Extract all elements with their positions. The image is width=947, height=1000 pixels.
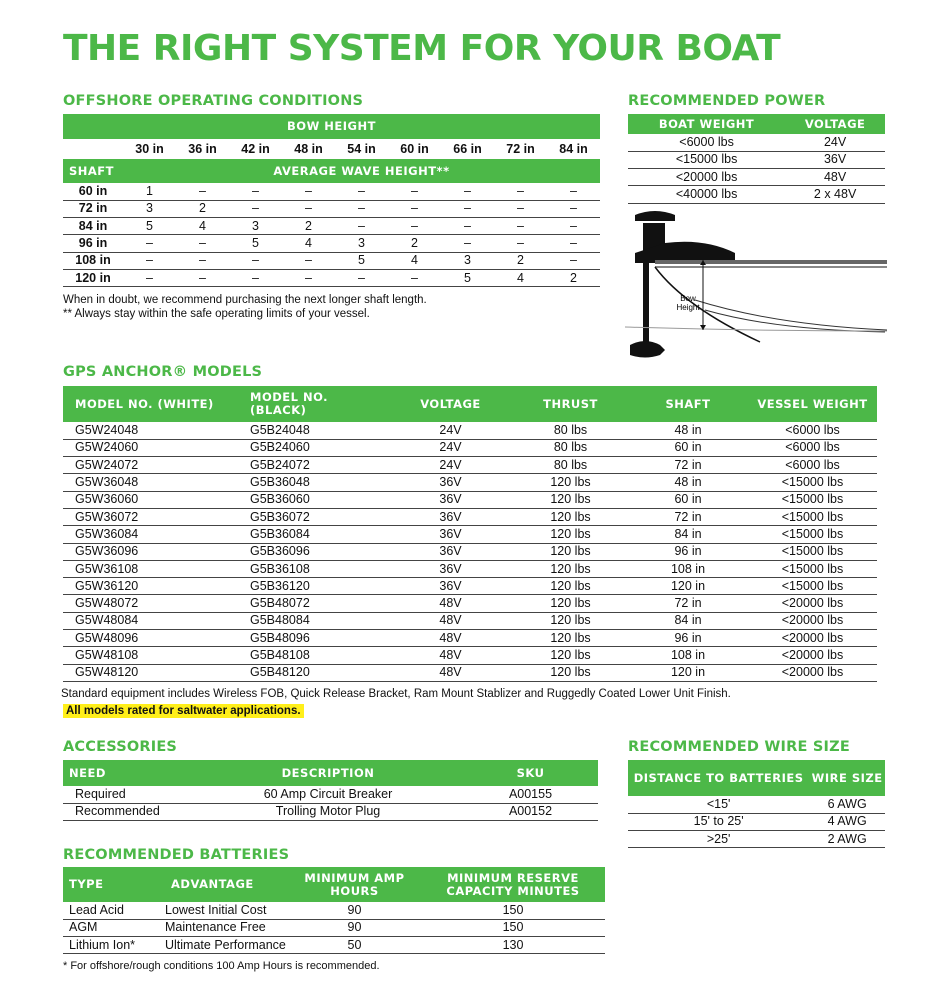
models-cell: 36V	[388, 526, 513, 543]
wave-height-cell: –	[282, 183, 335, 200]
batteries-cell: 90	[288, 902, 421, 919]
models-cell: 80 lbs	[513, 439, 628, 456]
models-cell: G5B36084	[238, 526, 388, 543]
wave-height-cell: –	[123, 252, 176, 269]
accessories-cell: Trolling Motor Plug	[193, 803, 463, 820]
offshore-note-2: ** Always stay within the safe operating limits of your vessel.	[63, 308, 370, 321]
batteries-cell: 150	[421, 902, 605, 919]
wave-height-cell: –	[441, 183, 494, 200]
batteries-cell: Lowest Initial Cost	[143, 902, 288, 919]
models-header: MODEL NO. (WHITE)	[63, 386, 238, 422]
models-cell: 120 lbs	[513, 664, 628, 681]
models-cell: G5W48072	[63, 595, 238, 612]
shaft-cell: 60 in	[63, 183, 123, 200]
wave-height-cell: 3	[229, 218, 282, 235]
accessories-header: DESCRIPTION	[193, 760, 463, 786]
accessories-cell: 60 Amp Circuit Breaker	[193, 786, 463, 803]
models-cell: 80 lbs	[513, 422, 628, 439]
models-cell: G5B48084	[238, 612, 388, 629]
power-cell: <15000 lbs	[628, 151, 785, 168]
models-cell: 84 in	[628, 612, 748, 629]
power-section	[628, 93, 885, 204]
models-cell: 36V	[388, 543, 513, 560]
models-cell: G5B36072	[238, 508, 388, 525]
batteries-cell: Maintenance Free	[143, 919, 288, 936]
models-cell: <20000 lbs	[748, 630, 877, 647]
wave-height-cell: –	[441, 218, 494, 235]
models-cell: <15000 lbs	[748, 526, 877, 543]
bow-height-value: 48 in	[294, 141, 323, 156]
wave-height-cell: 4	[494, 269, 547, 286]
models-cell: 120 lbs	[513, 491, 628, 508]
models-cell: G5W48108	[63, 647, 238, 664]
wave-height-cell: –	[123, 235, 176, 252]
models-cell: <15000 lbs	[748, 491, 877, 508]
wire-cell: 15' to 25'	[628, 813, 809, 830]
page-title: THE RIGHT SYSTEM FOR YOUR BOAT	[63, 28, 781, 69]
wave-height-cell: –	[547, 235, 600, 252]
wave-height-cell: –	[547, 252, 600, 269]
offshore-table	[63, 114, 600, 287]
models-header: MODEL NO. (BLACK)	[238, 386, 388, 422]
table-row	[63, 269, 600, 286]
offshore-title: OFFSHORE OPERATING CONDITIONS	[63, 93, 364, 109]
models-cell: 120 lbs	[513, 578, 628, 595]
models-cell: <15000 lbs	[748, 543, 877, 560]
table-row	[63, 647, 877, 664]
models-cell: G5W48084	[63, 612, 238, 629]
models-cell: <15000 lbs	[748, 560, 877, 577]
accessories-cell: A00155	[463, 786, 598, 803]
table-row	[63, 200, 600, 217]
models-cell: 48 in	[628, 422, 748, 439]
table-row	[63, 578, 877, 595]
shaft-cell: 108 in	[63, 252, 123, 269]
models-cell: 120 lbs	[513, 560, 628, 577]
models-cell: 36V	[388, 474, 513, 491]
table-row	[63, 439, 877, 456]
table-row	[63, 526, 877, 543]
batteries-cell: 150	[421, 919, 605, 936]
models-cell: G5B24060	[238, 439, 388, 456]
models-cell: G5W36096	[63, 543, 238, 560]
batteries-title: RECOMMENDED BATTERIES	[63, 847, 290, 863]
models-cell: G5B36108	[238, 560, 388, 577]
shaft-cell: 120 in	[63, 269, 123, 286]
wave-height-cell: –	[441, 200, 494, 217]
shaft-header: SHAFT	[63, 159, 123, 183]
models-cell: G5W48120	[63, 664, 238, 681]
batteries-header: MINIMUM AMP HOURS	[288, 867, 421, 902]
models-cell: <6000 lbs	[748, 422, 877, 439]
models-cell: <20000 lbs	[748, 612, 877, 629]
wave-height-cell: 5	[123, 218, 176, 235]
batteries-cell: 130	[421, 937, 605, 954]
wave-height-cell: –	[547, 200, 600, 217]
batteries-note: * For offshore/rough conditions 100 Amp Hours is recommended.	[63, 960, 380, 973]
models-cell: 120 in	[628, 664, 748, 681]
bow-height-value: 30 in	[135, 141, 164, 156]
models-cell: 84 in	[628, 526, 748, 543]
models-cell: 24V	[388, 422, 513, 439]
power-cell: <20000 lbs	[628, 169, 785, 186]
wave-height-cell: –	[282, 252, 335, 269]
wire-cell: 4 AWG	[809, 813, 885, 830]
models-cell: 120 lbs	[513, 526, 628, 543]
models-cell: 48V	[388, 595, 513, 612]
table-row	[63, 937, 605, 954]
models-table	[63, 386, 877, 682]
power-cell: <40000 lbs	[628, 186, 785, 203]
models-cell: 108 in	[628, 560, 748, 577]
wave-height-cell: –	[282, 269, 335, 286]
wave-height-cell: 4	[176, 218, 229, 235]
wave-height-cell: –	[547, 218, 600, 235]
accessories-title: ACCESSORIES	[63, 739, 178, 755]
models-cell: 60 in	[628, 439, 748, 456]
bow-height-value: 36 in	[188, 141, 217, 156]
wire-header: WIRE SIZE	[809, 760, 885, 796]
models-cell: <20000 lbs	[748, 595, 877, 612]
models-cell: <15000 lbs	[748, 578, 877, 595]
saltwater-highlight: All models rated for saltwater applications.	[63, 704, 304, 718]
wire-cell: >25'	[628, 831, 809, 848]
table-row	[628, 151, 885, 168]
table-row	[63, 560, 877, 577]
table-row	[63, 664, 877, 681]
power-cell: 24V	[785, 134, 885, 151]
bow-height-row	[63, 139, 600, 159]
wave-height-cell: –	[229, 252, 282, 269]
models-cell: 120 lbs	[513, 647, 628, 664]
bow-height-diagram-icon	[625, 205, 887, 365]
wave-height-cell: –	[282, 200, 335, 217]
wire-header: DISTANCE TO BATTERIES	[628, 760, 809, 796]
models-header: VOLTAGE	[388, 386, 513, 422]
wave-height-cell: 3	[335, 235, 388, 252]
wave-height-cell: 4	[388, 252, 441, 269]
table-row	[63, 803, 598, 820]
wire-section	[628, 739, 885, 848]
wave-height-cell: –	[335, 200, 388, 217]
wave-height-cell: –	[494, 218, 547, 235]
wave-height-cell: –	[335, 269, 388, 286]
wave-height-cell: 5	[441, 269, 494, 286]
batteries-cell: 50	[288, 937, 421, 954]
models-cell: <6000 lbs	[748, 457, 877, 474]
table-row	[63, 183, 600, 200]
bow-height-value: 66 in	[453, 141, 482, 156]
models-cell: G5B48096	[238, 630, 388, 647]
wave-height-cell: –	[335, 218, 388, 235]
models-cell: G5B24048	[238, 422, 388, 439]
wave-height-cell: –	[229, 183, 282, 200]
wave-height-cell: –	[441, 235, 494, 252]
models-cell: 24V	[388, 439, 513, 456]
models-cell: 48V	[388, 612, 513, 629]
wire-table	[628, 760, 885, 848]
wave-height-cell: –	[176, 252, 229, 269]
table-row	[628, 169, 885, 186]
wave-height-cell: –	[494, 183, 547, 200]
wave-height-cell: 3	[441, 252, 494, 269]
models-cell: G5B36120	[238, 578, 388, 595]
models-cell: 72 in	[628, 457, 748, 474]
table-row	[63, 491, 877, 508]
batteries-cell: Lead Acid	[63, 902, 143, 919]
wave-height-cell: –	[229, 200, 282, 217]
shaft-cell: 84 in	[63, 218, 123, 235]
models-cell: G5W36120	[63, 578, 238, 595]
offshore-section	[63, 93, 600, 321]
table-row	[63, 252, 600, 269]
table-row	[63, 218, 600, 235]
models-cell: 24V	[388, 457, 513, 474]
table-row	[628, 831, 885, 848]
table-row	[63, 919, 605, 936]
models-cell: 108 in	[628, 647, 748, 664]
table-row	[63, 457, 877, 474]
wave-height-cell: –	[123, 269, 176, 286]
bow-height-value: 84 in	[559, 141, 588, 156]
wave-height-cell: –	[494, 235, 547, 252]
bow-height-label: Bow Height	[676, 294, 700, 312]
accessories-cell: Recommended	[63, 803, 193, 820]
power-table	[628, 114, 885, 204]
models-cell: 96 in	[628, 543, 748, 560]
wave-height-cell: 2	[388, 235, 441, 252]
models-cell: G5W36108	[63, 560, 238, 577]
models-cell: G5W24048	[63, 422, 238, 439]
table-row	[63, 543, 877, 560]
models-header: VESSEL WEIGHT	[748, 386, 877, 422]
models-cell: 36V	[388, 578, 513, 595]
models-header: THRUST	[513, 386, 628, 422]
batteries-cell: Ultimate Performance	[143, 937, 288, 954]
wave-height-cell: –	[176, 269, 229, 286]
models-cell: G5B36048	[238, 474, 388, 491]
wave-height-cell: 4	[282, 235, 335, 252]
accessories-table	[63, 760, 598, 821]
models-cell: G5W48096	[63, 630, 238, 647]
batteries-cell: Lithium Ion*	[63, 937, 143, 954]
table-row	[628, 186, 885, 203]
models-cell: 120 lbs	[513, 595, 628, 612]
models-cell: G5W36048	[63, 474, 238, 491]
models-cell: 120 lbs	[513, 630, 628, 647]
wave-height-cell: 5	[335, 252, 388, 269]
table-row	[63, 612, 877, 629]
wave-height-cell: 1	[123, 183, 176, 200]
table-row	[63, 474, 877, 491]
models-cell: 120 in	[628, 578, 748, 595]
models-cell: 36V	[388, 560, 513, 577]
power-cell: <6000 lbs	[628, 134, 785, 151]
table-row	[628, 796, 885, 813]
models-cell: 36V	[388, 491, 513, 508]
accessories-header: NEED	[63, 760, 193, 786]
wave-height-header: AVERAGE WAVE HEIGHT**	[123, 159, 600, 183]
models-cell: 120 lbs	[513, 474, 628, 491]
wire-cell: 2 AWG	[809, 831, 885, 848]
models-cell: 48 in	[628, 474, 748, 491]
models-cell: <15000 lbs	[748, 508, 877, 525]
wave-height-cell: –	[388, 183, 441, 200]
wave-height-cell: –	[388, 200, 441, 217]
power-cell: 36V	[785, 151, 885, 168]
batteries-header: MINIMUM RESERVE CAPACITY MINUTES	[421, 867, 605, 902]
models-cell: G5B48120	[238, 664, 388, 681]
wave-height-cell: –	[388, 269, 441, 286]
models-cell: <20000 lbs	[748, 664, 877, 681]
models-cell: G5W24060	[63, 439, 238, 456]
batteries-cell: 90	[288, 919, 421, 936]
shaft-cell: 96 in	[63, 235, 123, 252]
models-cell: 48V	[388, 664, 513, 681]
wave-height-cell: 5	[229, 235, 282, 252]
table-row	[63, 786, 598, 803]
shaft-cell: 72 in	[63, 200, 123, 217]
models-cell: <15000 lbs	[748, 474, 877, 491]
wave-height-cell: 2	[494, 252, 547, 269]
bow-height-value: 54 in	[347, 141, 376, 156]
wire-cell: 6 AWG	[809, 796, 885, 813]
models-cell: G5B36096	[238, 543, 388, 560]
models-cell: G5B48072	[238, 595, 388, 612]
power-cell: 48V	[785, 169, 885, 186]
wire-cell: <15'	[628, 796, 809, 813]
models-cell: G5W36084	[63, 526, 238, 543]
models-cell: 80 lbs	[513, 457, 628, 474]
wave-height-cell: 2	[282, 218, 335, 235]
models-cell: 120 lbs	[513, 612, 628, 629]
bow-height-value: 60 in	[400, 141, 429, 156]
accessories-header: SKU	[463, 760, 598, 786]
wave-height-cell: –	[176, 235, 229, 252]
table-row	[63, 630, 877, 647]
batteries-header: ADVANTAGE	[143, 867, 288, 902]
accessories-cell: A00152	[463, 803, 598, 820]
models-cell: <20000 lbs	[748, 647, 877, 664]
table-row	[63, 235, 600, 252]
models-cell: 48V	[388, 630, 513, 647]
models-cell: 60 in	[628, 491, 748, 508]
batteries-cell: AGM	[63, 919, 143, 936]
models-cell: 48V	[388, 647, 513, 664]
wave-height-cell: –	[494, 200, 547, 217]
wave-height-cell: 2	[176, 200, 229, 217]
wire-title: RECOMMENDED WIRE SIZE	[628, 739, 850, 755]
table-row	[63, 422, 877, 439]
models-cell: 120 lbs	[513, 508, 628, 525]
batteries-header: TYPE	[63, 867, 143, 902]
accessories-cell: Required	[63, 786, 193, 803]
models-cell: G5W36072	[63, 508, 238, 525]
models-cell: G5W36060	[63, 491, 238, 508]
wave-height-cell: 2	[547, 269, 600, 286]
models-cell: G5B24072	[238, 457, 388, 474]
bow-height-value: 42 in	[241, 141, 270, 156]
models-cell: 72 in	[628, 595, 748, 612]
power-title: RECOMMENDED POWER	[628, 93, 826, 109]
table-row	[628, 134, 885, 151]
table-row	[63, 595, 877, 612]
models-cell: G5B36060	[238, 491, 388, 508]
batteries-table	[63, 867, 605, 954]
models-header: SHAFT	[628, 386, 748, 422]
wave-height-cell: –	[176, 183, 229, 200]
wave-height-cell: –	[335, 183, 388, 200]
bow-height-value: 72 in	[506, 141, 535, 156]
offshore-note: When in doubt, we recommend purchasing the next longer shaft length.	[63, 294, 427, 307]
models-note: Standard equipment includes Wireless FOB, Quick Release Bracket, Ram Mount Stablizer and Ruggedly Coated Lower Unit Finish.	[61, 687, 731, 700]
models-cell: 120 lbs	[513, 543, 628, 560]
wave-height-cell: –	[547, 183, 600, 200]
models-cell: <6000 lbs	[748, 439, 877, 456]
power-header: BOAT WEIGHT	[628, 114, 785, 134]
wave-height-cell: –	[388, 218, 441, 235]
models-cell: 36V	[388, 508, 513, 525]
batteries-section	[63, 847, 605, 973]
models-cell: 72 in	[628, 508, 748, 525]
table-row	[63, 902, 605, 919]
models-section	[63, 364, 877, 718]
power-cell: 2 x 48V	[785, 186, 885, 203]
table-row	[63, 508, 877, 525]
power-header: VOLTAGE	[785, 114, 885, 134]
models-title: GPS ANCHOR® MODELS	[63, 364, 263, 380]
models-cell: 96 in	[628, 630, 748, 647]
table-row	[628, 813, 885, 830]
accessories-section	[63, 739, 598, 821]
bow-height-header: BOW HEIGHT	[63, 114, 600, 139]
models-cell: G5W24072	[63, 457, 238, 474]
models-cell: G5B48108	[238, 647, 388, 664]
wave-height-cell: 3	[123, 200, 176, 217]
wave-height-cell: –	[229, 269, 282, 286]
